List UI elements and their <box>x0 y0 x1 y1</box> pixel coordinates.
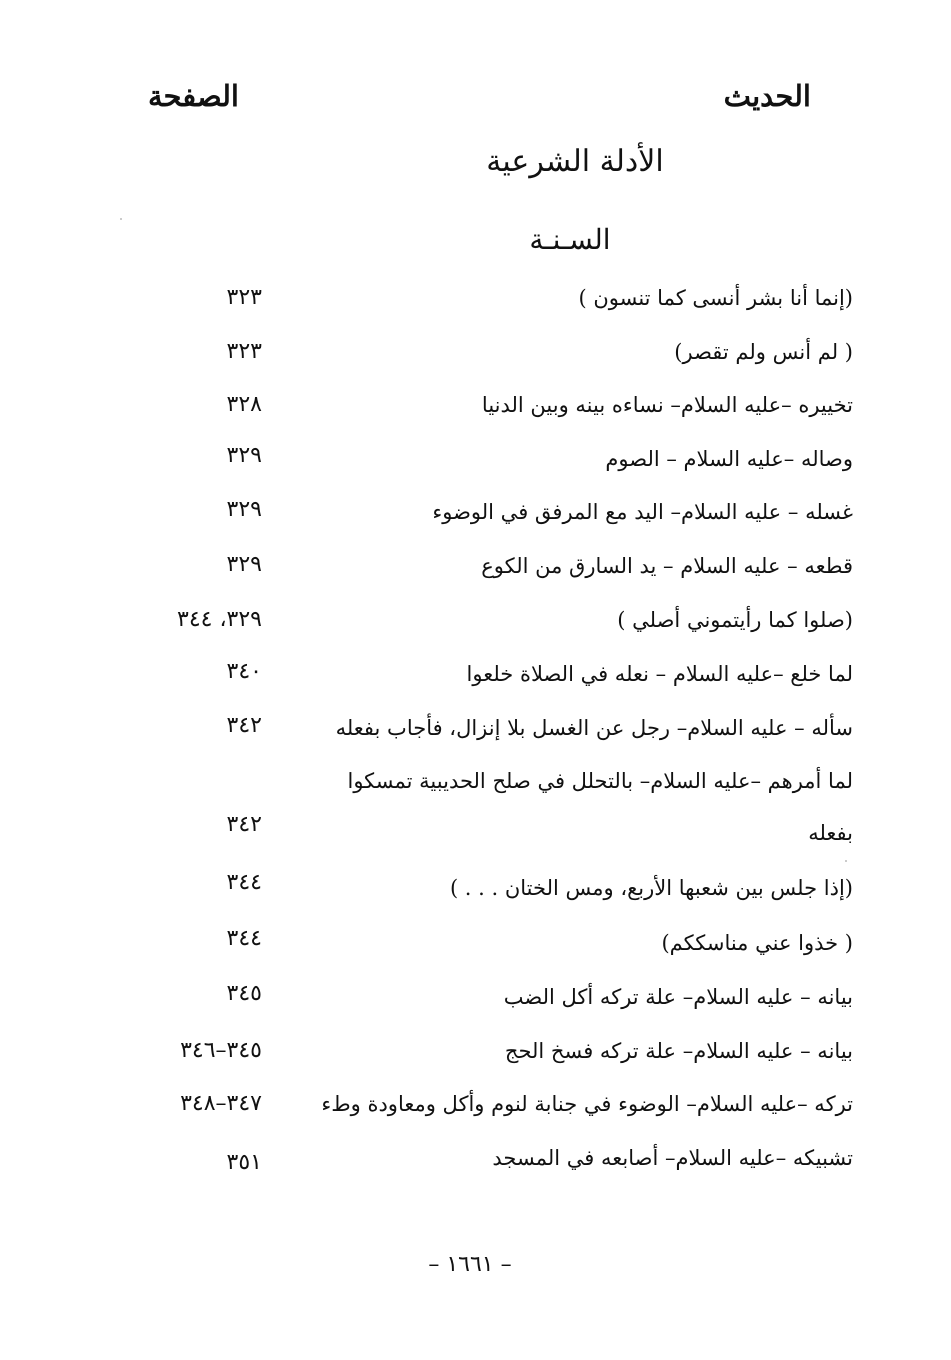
entry-page: ٣٢٣ <box>226 339 262 364</box>
page-column-header: الصفحة <box>148 79 239 113</box>
entry-text: بفعله <box>808 821 853 845</box>
entry-text: (إنما أنا بشر أنسى كما تنسون ) <box>578 286 853 310</box>
scan-speck <box>845 860 847 862</box>
entry-page: ٣٥١ <box>226 1150 262 1175</box>
entry-text: بيانه – عليه السلام– علة تركه فسخ الحج <box>504 1039 853 1063</box>
entry-text: ( خذوا عني مناسككم) <box>661 931 853 955</box>
entry-page: ٣٤٤ <box>226 870 262 895</box>
entry-text: تركه –عليه السلام– الوضوء في جنابة لنوم وأكل ومعاودة وطء <box>321 1092 853 1116</box>
entry-text: تشبيكه –عليه السلام– أصابعه في المسجد <box>492 1146 853 1170</box>
entry-page: ٣٢٩ <box>226 497 262 522</box>
hadith-column-header: الحديث <box>723 79 811 113</box>
entry-page: ٣٤٥–٣٤٦ <box>180 1038 262 1063</box>
page-number: – ١٦٦١ – <box>428 1252 512 1277</box>
entry-text: غسله – عليه السلام– اليد مع المرفق في الوضوء <box>432 500 853 524</box>
entry-page: ٣٢٩، ٣٤٤ <box>177 607 262 632</box>
entry-page: ٣٤٤ <box>226 926 262 951</box>
entry-text: لما أمرهم –عليه السلام– بالتحلل في صلح الحديبية تمسكوا <box>347 769 853 793</box>
section-title: الأدلة الشرعية <box>486 144 664 179</box>
entry-page: ٣٤٧–٣٤٨ <box>180 1091 262 1116</box>
entry-page: ٣٢٨ <box>226 392 262 417</box>
entry-page: ٣٤٠ <box>226 659 262 684</box>
entry-text: سأله – عليه السلام– رجل عن الغسل بلا إنزال، فأجاب بفعله <box>335 716 853 740</box>
entry-text: قطعه – عليه السلام – يد السارق من الكوع <box>481 554 853 578</box>
entry-page: ٣٢٣ <box>226 285 262 310</box>
entry-page: ٣٤٥ <box>226 981 262 1006</box>
subsection-title: السـنـة <box>529 223 611 256</box>
entry-text: وصاله –عليه السلام – الصوم <box>605 447 853 471</box>
scan-speck <box>120 218 122 220</box>
entry-page: ٣٢٩ <box>226 552 262 577</box>
entry-text: (صلوا كما رأيتموني أصلي ) <box>617 608 853 632</box>
entry-text: (إذا جلس بين شعبها الأربع، ومس الختان . . . ) <box>449 876 853 900</box>
entry-text: تخييره –عليه السلام– نساءه بينه وبين الدنيا <box>481 393 853 417</box>
entry-text: لما خلع –عليه السلام – نعله في الصلاة خلعوا <box>466 662 853 686</box>
entry-text: ( لم أنس ولم تقصر) <box>674 340 853 364</box>
entry-page: ٣٤٢ <box>226 812 262 837</box>
entry-page: ٣٤٢ <box>226 713 262 738</box>
entry-text: بيانه – عليه السلام– علة تركه أكل الضب <box>503 985 853 1009</box>
entry-page: ٣٢٩ <box>226 443 262 468</box>
